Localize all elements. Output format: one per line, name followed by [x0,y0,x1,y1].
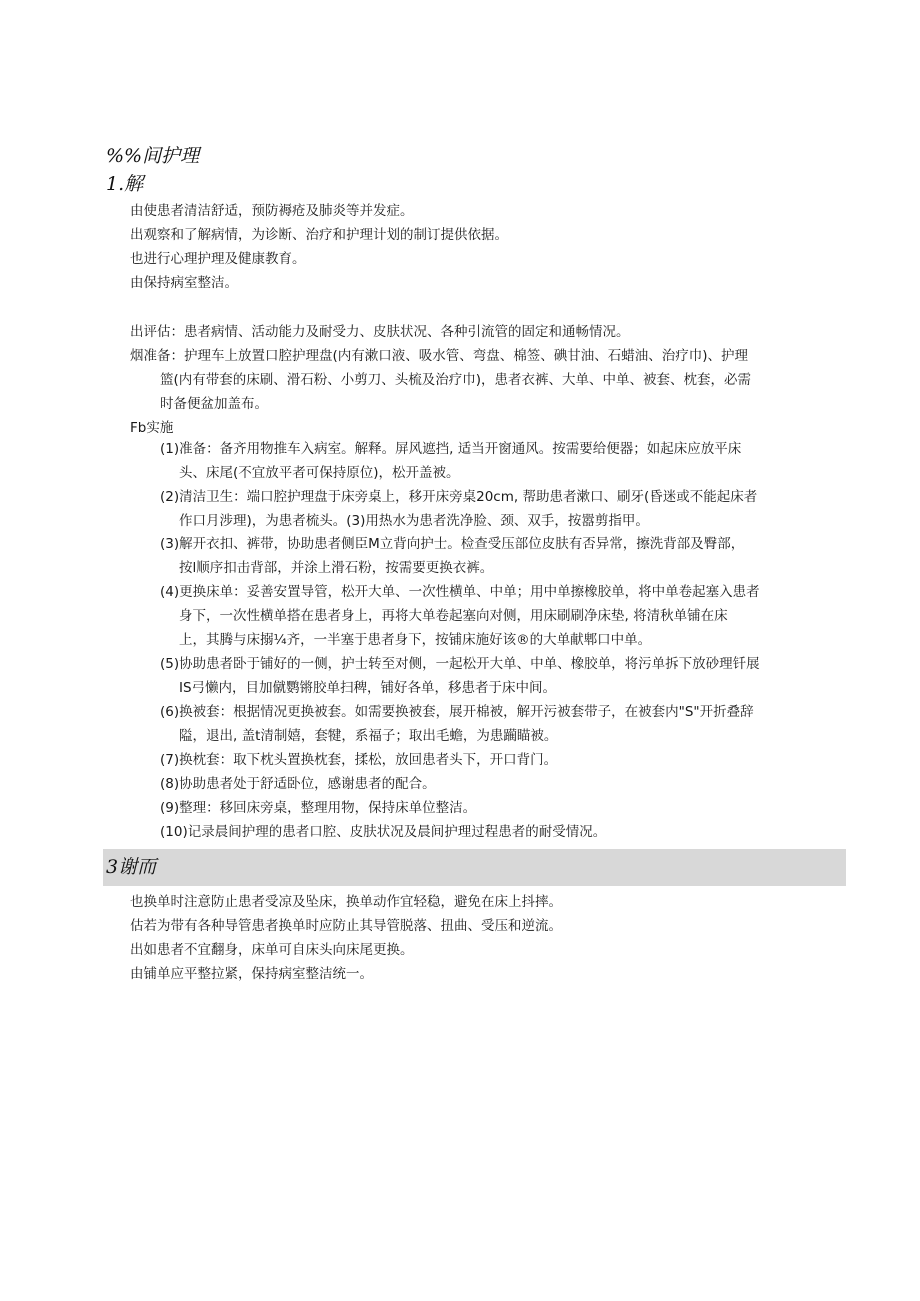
preparation-line: 烟准备：护理车上放置口腔护理盘(内有漱口液、吸水管、弯盘、棉签、碘甘油、石蜡油、治疗巾)、护理 [130,348,749,364]
document-title: %%间护理 [106,145,200,167]
section-heading-notes: 3谢而 [106,856,157,878]
implementation-heading: Fb实施 [130,420,174,436]
section-heading-purpose: 1.解 [106,173,144,195]
step-item: (3)解开衣扣、裤带，协助患者侧臣M立背向护士。检查受压部位皮肤有否异常，擦洗背部及臀部， [160,536,745,552]
step-item-cont: IS弓懒内，目加僦鹦锵胶单扫稗，铺好各单，移患者于床中间。 [179,680,557,696]
step-item: (7)换枕套：取下枕头置换枕套，揉松，放回患者头下，开口背门。 [160,752,558,768]
step-item-cont: 隘，退出, 盖t清制嬉，套犍，系福子；取出毛蟾，为患躏瞄被。 [179,728,558,744]
preparation-line-cont: 时备便盆加盖布。 [160,396,268,412]
step-item: (5)协助患者卧于铺好的一侧，护士转至对侧，一起松开大单、中单、橡胶单，将污单拆下放砂理钎展 [160,656,760,672]
step-item-cont: 头、床尾(不宜放平者可保持原位)，松开盖被。 [179,465,460,481]
note-item: 由铺单应平整拉紧，保持病室整洁统一。 [130,966,373,982]
step-item: (10)记录晨间护理的患者口腔、皮肤状况及晨间护理过程患者的耐受情况。 [160,824,607,840]
step-item: (1)准备：备齐用物推车入病室。解释。屏风遮挡, 适当开窗通风。按需要给便器；如起床应放平床 [160,441,742,457]
step-item-cont: 上，其腾与床搦¼齐，一半塞于患者身下，按铺床施好该®的大单献郫口中单。 [179,632,652,648]
purpose-item: 由使患者清洁舒适，预防褥疮及肺炎等并发症。 [130,203,414,219]
step-item-cont: 身下，一次性横单搭在患者身上，再将大单卷起塞向对侧，用床刷刷净床垫, 将清秋单铺在床 [179,608,728,624]
purpose-item: 由保持病室整洁。 [130,275,238,291]
step-item: (4)更换床单：妥善安置导管，松开大单、一次性横单、中单；用中单擦橡胶单，将中单卷起塞入患者 [160,584,760,600]
step-item: (9)整理：移回床旁桌，整理用物，保持床单位整洁。 [160,800,477,816]
preparation-line-cont: 篮(内有带套的床刷、滑石粉、小剪刀、头梳及治疗巾)，患者衣裤、大单、中单、被套、枕套，必需 [160,372,752,388]
assessment-line: 出评估：患者病情、活动能力及耐受力、皮肤状况、各种引流管的固定和通畅情况。 [130,324,630,340]
note-item: 估若为带有各种导管患者换单时应防止其导管脱落、扭曲、受压和逆流。 [130,918,562,934]
step-item-cont: 按l顺序扣击背部，并涂上滑石粉，按需要更换衣裤。 [179,560,494,576]
purpose-item: 出观察和了解病情，为诊断、治疗和护理计划的制订提供依据。 [130,227,508,243]
step-item: (2)清洁卫生：端口腔护理盘于床旁桌上，移开床旁桌20cm, 帮助患者漱口、刷牙(昏迷或不能起床者 [160,489,758,505]
note-item: 也换单时注意防止患者受凉及坠床，换单动作宜轻稳，避免在床上抖摔。 [130,894,562,910]
note-item: 出如患者不宜翻身，床单可自床头向床尾更换。 [130,942,414,958]
purpose-item: 也进行心理护理及健康教育。 [130,251,306,267]
step-item: (6)换被套：根据情况更换被套。如需要换被套，展开棉被，解开污被套带子，在被套内"S"开折叠辞 [160,704,754,720]
section-band [103,849,846,886]
step-item-cont: 作口月涉理)，为患者梳头。(3)用热水为患者洗净脸、颈、双手，按嚣剪指甲。 [179,513,649,529]
step-item: (8)协助患者处于舒适卧位，感谢患者的配合。 [160,776,436,792]
